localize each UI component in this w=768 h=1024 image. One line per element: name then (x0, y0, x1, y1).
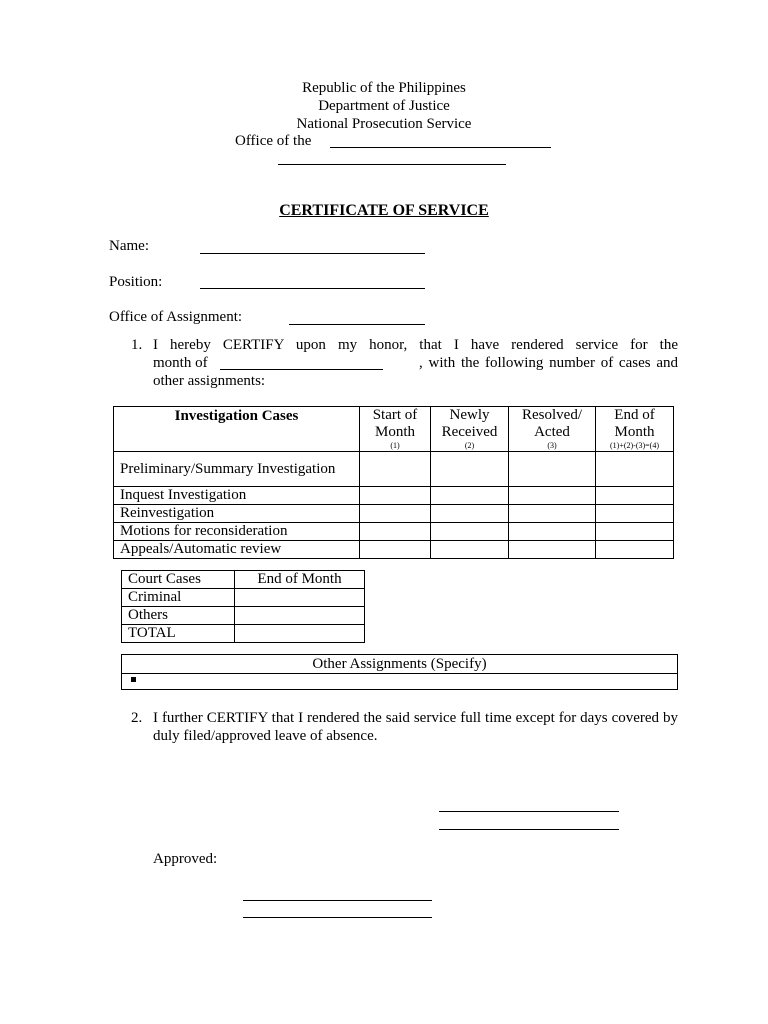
approver-line-1[interactable] (243, 900, 432, 901)
item1-line-a: I hereby CERTIFY upon my honor, that I have rendered service for the (153, 337, 678, 353)
signature-line-1[interactable] (439, 811, 619, 812)
table-cell[interactable] (360, 452, 431, 487)
table-cell[interactable] (509, 487, 596, 505)
office-assignment-label: Office of Assignment: (109, 309, 243, 325)
table-header-row (122, 571, 365, 589)
table-cell[interactable] (509, 541, 596, 559)
table-cell[interactable] (360, 487, 431, 505)
header-resolved-acted: Resolved/ Acted (3) (509, 407, 596, 452)
position-label: Position: (109, 274, 163, 290)
approved-label: Approved: (153, 851, 218, 867)
header-republic: Republic of the Philippines (302, 80, 466, 96)
row-label: Preliminary/Summary Investigation (114, 452, 360, 487)
table-row (114, 452, 674, 487)
court-cases-table (121, 570, 365, 643)
row-label: Motions for reconsideration (114, 523, 360, 541)
office-second-line[interactable] (278, 164, 506, 165)
header-court-cases: Court Cases (122, 571, 235, 589)
table-cell[interactable] (596, 505, 674, 523)
name-line[interactable] (200, 253, 425, 254)
table-cell[interactable] (431, 487, 509, 505)
table-cell[interactable] (235, 589, 365, 607)
table-cell[interactable] (431, 523, 509, 541)
table-row (114, 523, 674, 541)
table-cell[interactable] (431, 541, 509, 559)
item2-number: 2. (131, 710, 143, 726)
other-assignments-entry[interactable] (144, 674, 674, 690)
header-court-end-of-month: End of Month (235, 571, 365, 589)
office-assignment-line[interactable] (289, 324, 425, 325)
table-cell[interactable] (509, 523, 596, 541)
header-department: Department of Justice (318, 98, 450, 114)
other-assignments-box (121, 654, 678, 690)
header-end-of-month: End of Month (1)+(2)-(3)=(4) (596, 407, 674, 452)
row-label: Criminal (122, 589, 235, 607)
other-assignments-header: Other Assignments (Specify) (122, 655, 677, 674)
table-cell[interactable] (509, 452, 596, 487)
table-row (122, 625, 365, 643)
table-cell[interactable] (360, 541, 431, 559)
item2-text: I further CERTIFY that I rendered the said service full time except for days covered by duly filed/approved leave of absence. (153, 710, 678, 744)
table-row (114, 541, 674, 559)
position-line[interactable] (200, 288, 425, 289)
table-cell[interactable] (431, 452, 509, 487)
item1-number: 1. (131, 337, 143, 353)
row-label: Reinvestigation (114, 505, 360, 523)
table-cell[interactable] (360, 523, 431, 541)
header-service: National Prosecution Service (296, 116, 472, 132)
table-header-row (114, 407, 674, 452)
table-row (114, 487, 674, 505)
item1-line-c: other assignments: (153, 373, 266, 389)
table-cell[interactable] (596, 487, 674, 505)
header-investigation-cases: Investigation Cases (114, 407, 360, 452)
header-newly-received: Newly Received (2) (431, 407, 509, 452)
row-label: Appeals/Automatic review (114, 541, 360, 559)
document-title: CERTIFICATE OF SERVICE (279, 202, 489, 219)
item1-month-label: month of (153, 355, 208, 371)
name-label: Name: (109, 238, 149, 254)
row-label: TOTAL (122, 625, 235, 643)
table-row (122, 589, 365, 607)
table-cell[interactable] (360, 505, 431, 523)
table-cell[interactable] (235, 625, 365, 643)
signature-line-2[interactable] (439, 829, 619, 830)
table-row (122, 607, 365, 625)
table-cell[interactable] (235, 607, 365, 625)
table-cell[interactable] (596, 452, 674, 487)
office-of-the-label: Office of the (235, 133, 312, 149)
bullet-square-icon (131, 677, 136, 682)
investigation-cases-table (113, 406, 674, 559)
table-cell[interactable] (596, 541, 674, 559)
table-cell[interactable] (509, 505, 596, 523)
table-cell[interactable] (431, 505, 509, 523)
table-cell[interactable] (596, 523, 674, 541)
item1-line-b: , with the following number of cases and (419, 355, 678, 371)
row-label: Inquest Investigation (114, 487, 360, 505)
table-row (114, 505, 674, 523)
header-start-of-month: Start of Month (1) (360, 407, 431, 452)
approver-line-2[interactable] (243, 917, 432, 918)
office-of-the-line[interactable] (330, 147, 551, 148)
row-label: Others (122, 607, 235, 625)
month-line[interactable] (220, 369, 383, 370)
